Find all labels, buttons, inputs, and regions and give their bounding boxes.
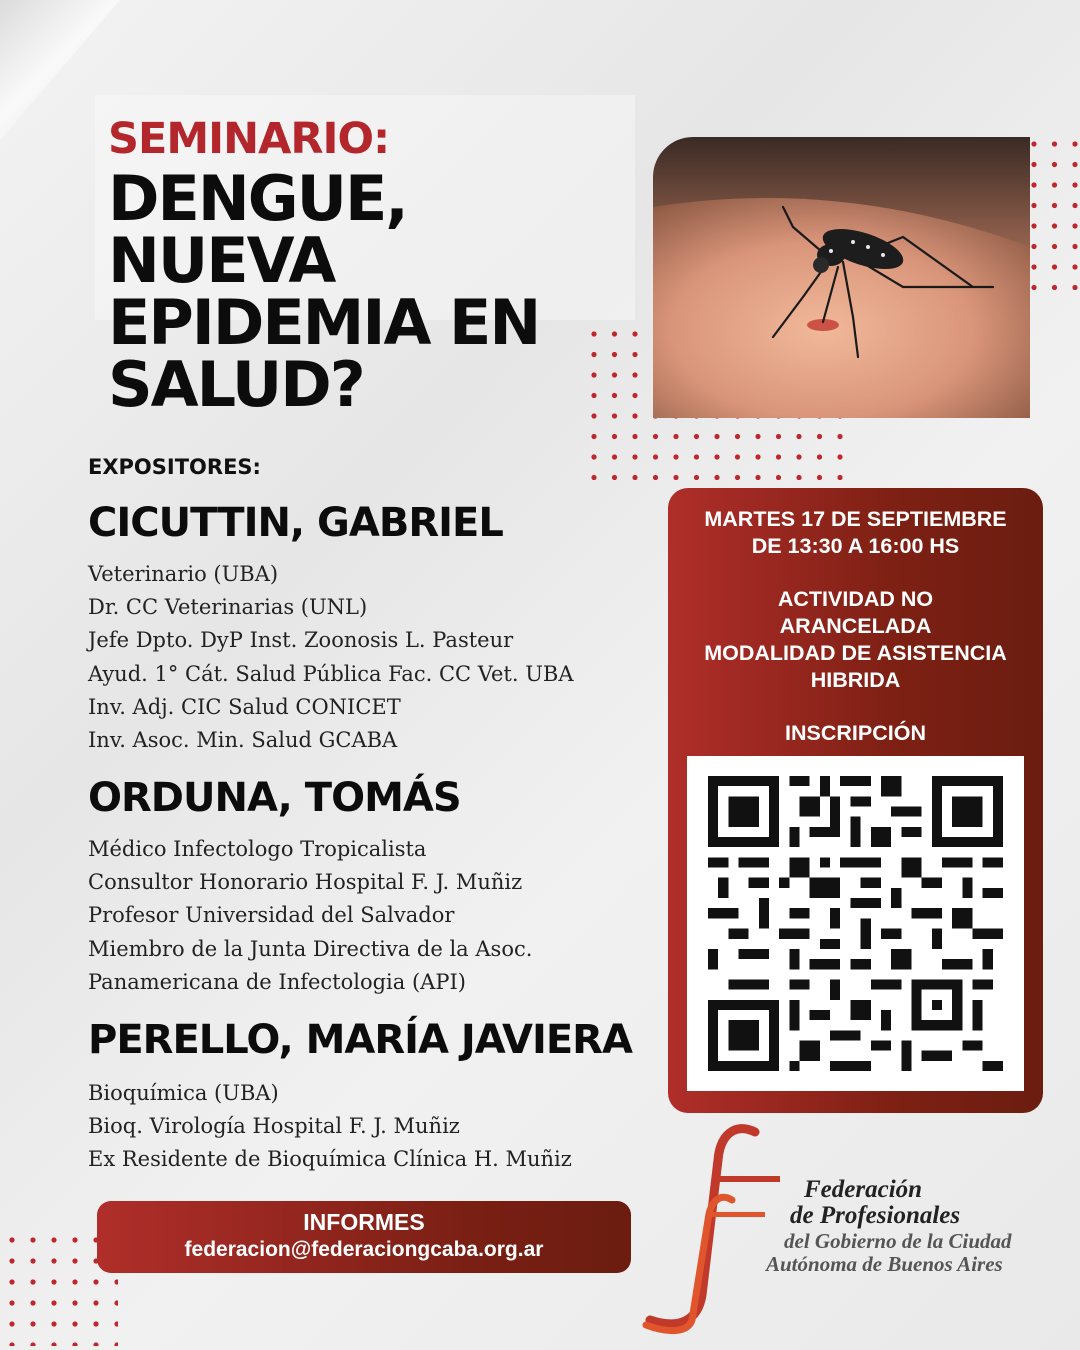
mosquito-icon (653, 137, 1030, 418)
title-line: SALUD? (108, 348, 364, 421)
credential-item: Dr. CC Veterinarias (UNL) (88, 595, 368, 620)
contact-box (97, 1201, 631, 1273)
event-mode: MODALIDAD DE ASISTENCIA (704, 641, 1007, 665)
event-time: DE 13:30 A 16:00 HS (751, 534, 960, 558)
title-line: DENGUE, (108, 162, 407, 235)
event-date: MARTES 17 DE SEPTIEMBRE (704, 507, 1007, 531)
credential-item: Bioquímica (UBA) (88, 1081, 279, 1105)
credential-item: Bioq. Virología Hospital F. J. Muñiz (88, 1114, 460, 1139)
mosquito-photo (653, 137, 1030, 418)
credential-item: Jefe Dpto. DyP Inst. Zoonosis L. Pasteur (88, 628, 514, 653)
logo-line-1: Federación (804, 1176, 923, 1203)
credential-item: Ex Residente de Bioquímica Clínica H. Muñiz (88, 1147, 572, 1172)
speaker-name: PERELLO, MARÍA JAVIERA (88, 1017, 632, 1063)
speaker-name: CICUTTIN, GABRIEL (88, 500, 503, 546)
credential-item: Profesor Universidad del Salvador (88, 903, 455, 928)
credential-item: Médico Infectologo Tropicalista (88, 837, 427, 861)
credential-item: Inv. Adj. CIC Salud CONICET (88, 694, 401, 719)
credential-item: Veterinario (UBA) (88, 562, 279, 586)
title-line: EPIDEMIA EN (108, 286, 540, 359)
speakers-label: EXPOSITORES: (88, 455, 261, 479)
contact-label: INFORMES (303, 1209, 425, 1235)
speaker-credentials (88, 1077, 572, 1177)
credential-item: Inv. Asoc. Min. Salud GCABA (88, 728, 398, 753)
federation-logo-icon (640, 1120, 790, 1335)
registration-qr-code[interactable] (687, 756, 1024, 1091)
credential-item: Consultor Honorario Hospital F. J. Muñiz (88, 870, 523, 895)
logo-line-3: del Gobierno de la Ciudad (784, 1229, 1012, 1253)
credential-item: Miembro de la Junta Directiva de la Asoc. (88, 936, 533, 961)
speaker-name: ORDUNA, TOMÁS (88, 775, 461, 821)
credential-item: Ayud. 1° Cát. Salud Pública Fac. CC Vet. UBA (88, 661, 574, 686)
speaker-credentials (88, 558, 574, 757)
event-fee-cont: ARANCELADA (779, 614, 932, 638)
title-line: NUEVA (108, 224, 335, 297)
event-fee: ACTIVIDAD NO (777, 587, 934, 611)
logo-line-4: Autónoma de Buenos Aires (766, 1252, 1003, 1276)
logo-line-2: de Profesionales (790, 1202, 961, 1229)
contact-email-link[interactable]: federacion@federaciongcaba.org.ar (184, 1238, 544, 1261)
seminar-kicker: SEMINARIO: (108, 114, 390, 164)
speaker-credentials (88, 833, 532, 999)
qr-code-icon (707, 776, 1004, 1071)
credential-item: Panamericana de Infectologia (API) (88, 969, 466, 994)
seminar-title (108, 162, 628, 421)
event-mode-cont: HIBRIDA (810, 668, 901, 692)
registration-label: INSCRIPCIÓN (785, 721, 926, 745)
